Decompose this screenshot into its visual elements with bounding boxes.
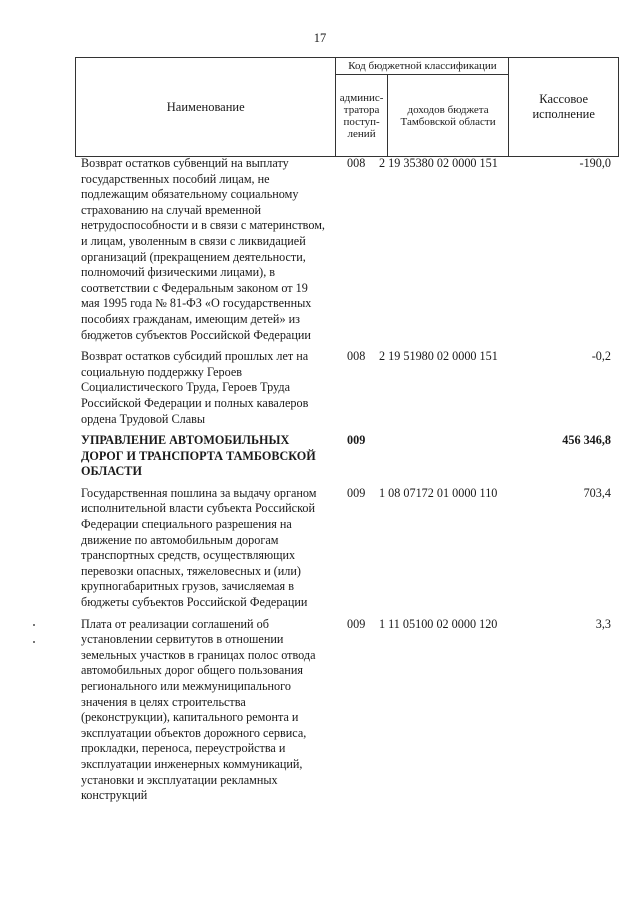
admin-line-4: лений — [347, 127, 376, 140]
column-header-name: Наименование — [76, 58, 336, 157]
row-admin-code: 009 — [347, 485, 366, 500]
exec-line-2: исполнение — [532, 107, 595, 121]
admin-line-3: поступ- — [343, 115, 380, 128]
row-name: Плата от реализации соглашений об установлении сервитутов в отношении земельных участков в границах полос отвода автомобильных дорог общего пользования регионального или межмуниципального значения в целях строительства (реконструкции), капитального ремонта и эксплуатации объектов дорожного сервиса, прокладки, переноса, переустройства и эксплуатации инженерных коммуникаций, установки и эксплуатации рекламных конструкций — [81, 616, 316, 803]
column-header-administrator — [336, 75, 387, 157]
table-body — [81, 156, 611, 804]
row-income-code: 1 08 07172 01 0000 110 — [379, 485, 498, 500]
column-header-code-group: Код бюджетной классификации — [336, 58, 509, 75]
exec-line-1: Кассовое — [539, 92, 589, 106]
table-row — [81, 486, 611, 611]
column-header-execution — [509, 58, 619, 157]
admin-line-2: тратора — [343, 103, 380, 116]
table-header — [75, 57, 619, 157]
row-name: Возврат остатков субвенций на выплату государственных пособий лицам, не подлежащим обязательному социальному страхованию на случай временной нетрудоспособности и в связи с материнством, и лицам, уволенным в связи с ликвидацией организаций (прекращением деятельности, полномочий физическими лицами), в соответствии с Федеральным законом от 19 мая 1995 года № 81-ФЗ «О государственных пособиях гражданам, имеющим детей» из бюджетов субъектов Российской Федерации — [81, 156, 325, 342]
row-income-code: 2 19 35380 02 0000 151 — [379, 156, 498, 170]
row-name: Возврат остатков субсидий прошлых лет на социальную поддержку Героев Социалистического Труда, Героев Труда Российской Федерации и полных кавалеров ордена Трудовой Славы — [81, 349, 309, 426]
row-name: Государственная пошлина за выдачу органом исполнительной власти субъекта Российской Федерации специального разрешения на движение по автомобильным дорогам транспортных средств, осуществляющих перевозки опасных, тяжеловесных и (или) крупногабаритных грузов, зачисляемая в бюджеты субъектов Российской Федерации — [81, 485, 317, 610]
row-name: УПРАВЛЕНИЕ АВТОМОБИЛЬНЫХ ДОРОГ И ТРАНСПОРТА ТАМБОВСКОЙ ОБЛАСТИ — [81, 433, 316, 479]
row-amount: 703,4 — [583, 485, 611, 500]
table-row-section-header — [81, 433, 611, 480]
row-admin-code: 009 — [347, 616, 366, 631]
scan-speck — [33, 624, 35, 626]
row-amount: -190,0 — [579, 156, 611, 170]
row-amount: -0,2 — [591, 349, 611, 364]
income-line-2: Тамбовской области — [400, 115, 496, 128]
page-number: 17 — [313, 31, 327, 45]
row-admin-code: 008 — [347, 349, 366, 364]
table-row — [81, 156, 611, 343]
column-header-income — [387, 75, 509, 157]
row-income-code: 1 11 05100 02 0000 120 — [379, 616, 498, 631]
row-admin-code: 008 — [347, 156, 366, 170]
table-row — [81, 617, 611, 804]
row-amount: 456 346,8 — [562, 433, 611, 448]
row-amount: 3,3 — [595, 616, 611, 631]
admin-line-1: админис- — [339, 91, 384, 104]
row-admin-code: 009 — [347, 433, 366, 448]
row-income-code: 2 19 51980 02 0000 151 — [379, 349, 498, 364]
table-row — [81, 349, 611, 427]
scan-speck — [33, 641, 35, 643]
income-line-1: доходов бюджета — [407, 103, 489, 116]
